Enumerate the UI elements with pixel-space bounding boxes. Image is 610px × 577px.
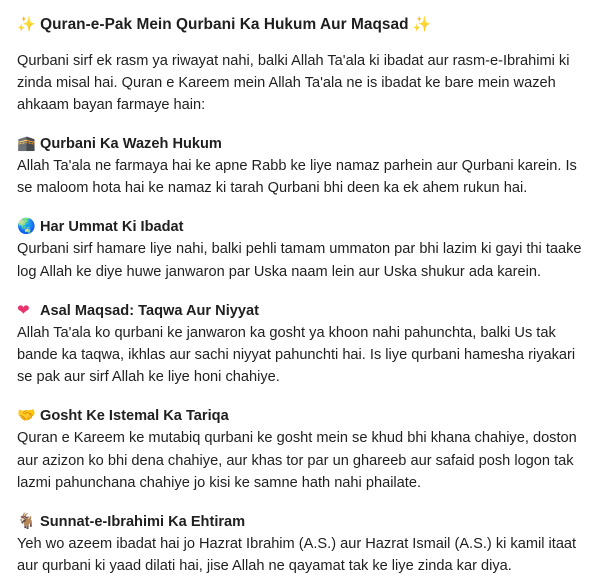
section-heading <box>17 215 594 238</box>
sparkles-icon: ✨ <box>17 15 36 33</box>
section-heading-text: Har Ummat Ki Ibadat <box>40 219 184 236</box>
section-qurbani-hukum <box>17 132 594 199</box>
section-body: Allah Ta'ala ko qurbani ke janwaron ka gosht ya khoon nahi pahunchta, balki Us tak bande ka taqwa, ikhlas aur sachi niyyat pahunchti hai. Is liye qurbani hamesha riyakari se pak aur sirf Allah ke liye honi chahiye. <box>17 324 576 386</box>
section-har-ummat <box>17 215 594 282</box>
section-body: Allah Ta'ala ne farmaya hai ke apne Rabb ke liye namaz parhein aur Qurbani karein. Is se maloom hota hai ke namaz ki tarah Qurbani bhi deen ka ek ahem rukun hai. <box>17 158 577 197</box>
section-heading-text: Sunnat-e-Ibrahimi Ka Ehtiram <box>40 514 246 531</box>
section-gosht-istemal <box>17 404 594 494</box>
section-heading <box>17 510 594 533</box>
goat-icon: 🐐 <box>17 512 36 531</box>
intro-paragraph: Qurbani sirf ek rasm ya riwayat nahi, balki Allah Ta'ala ki ibadat aur rasm-e-Ibrahimi ki zinda misal hai. Quran e Kareem mein Allah Ta'ala ne is ibadat ke bare mein wazeh ahkaam bayan farmaye hain: <box>17 53 570 113</box>
kaaba-icon: 🕋 <box>17 134 36 152</box>
section-heading-text: Asal Maqsad: Taqwa Aur Niyyat <box>40 302 259 319</box>
globe-icon: 🌏 <box>17 217 36 236</box>
page-title <box>17 0 594 37</box>
section-heading <box>17 404 594 427</box>
sparkles-icon: ✨ <box>412 15 432 33</box>
heart-icon: ❤ <box>17 300 30 319</box>
handshake-icon: 🤝 <box>17 406 36 425</box>
section-heading-text: Gosht Ke Istemal Ka Tariqa <box>40 408 229 425</box>
section-body: Yeh wo azeem ibadat hai jo Hazrat Ibrahim (A.S.) aur Hazrat Ismail (A.S.) ki kamil itaat aur qurbani ki yaad dilati hai, jise Allah ne qayamat tak ke liye zinda kar diya. <box>17 536 577 575</box>
section-heading <box>17 132 594 155</box>
section-asal-maqsad <box>17 299 594 389</box>
section-body: Qurbani sirf hamare liye nahi, balki pehli tamam ummaton par bhi lazim ki gayi thi taake log Allah ke diye huwe janwaron par Uska naam lein aur Uska shukur ada karein. <box>17 241 582 280</box>
page-title-text: Quran-e-Pak Mein Qurbani Ka Hukum Aur Maqsad <box>40 16 409 33</box>
section-heading-text: Qurbani Ka Wazeh Hukum <box>40 136 222 152</box>
section-heading <box>17 299 594 322</box>
section-body: Quran e Kareem ke mutabiq qurbani ke gosht mein se khud bhi khana chahiye, doston aur azizon ko bhi dena chahiye, aur khas tor par un ghareeb aur safaid posh logon tak lazmi pahunchana chahiye jo kisi ke samne hath nahi phailate. <box>17 430 577 491</box>
section-sunnat-ibrahimi <box>17 510 594 577</box>
